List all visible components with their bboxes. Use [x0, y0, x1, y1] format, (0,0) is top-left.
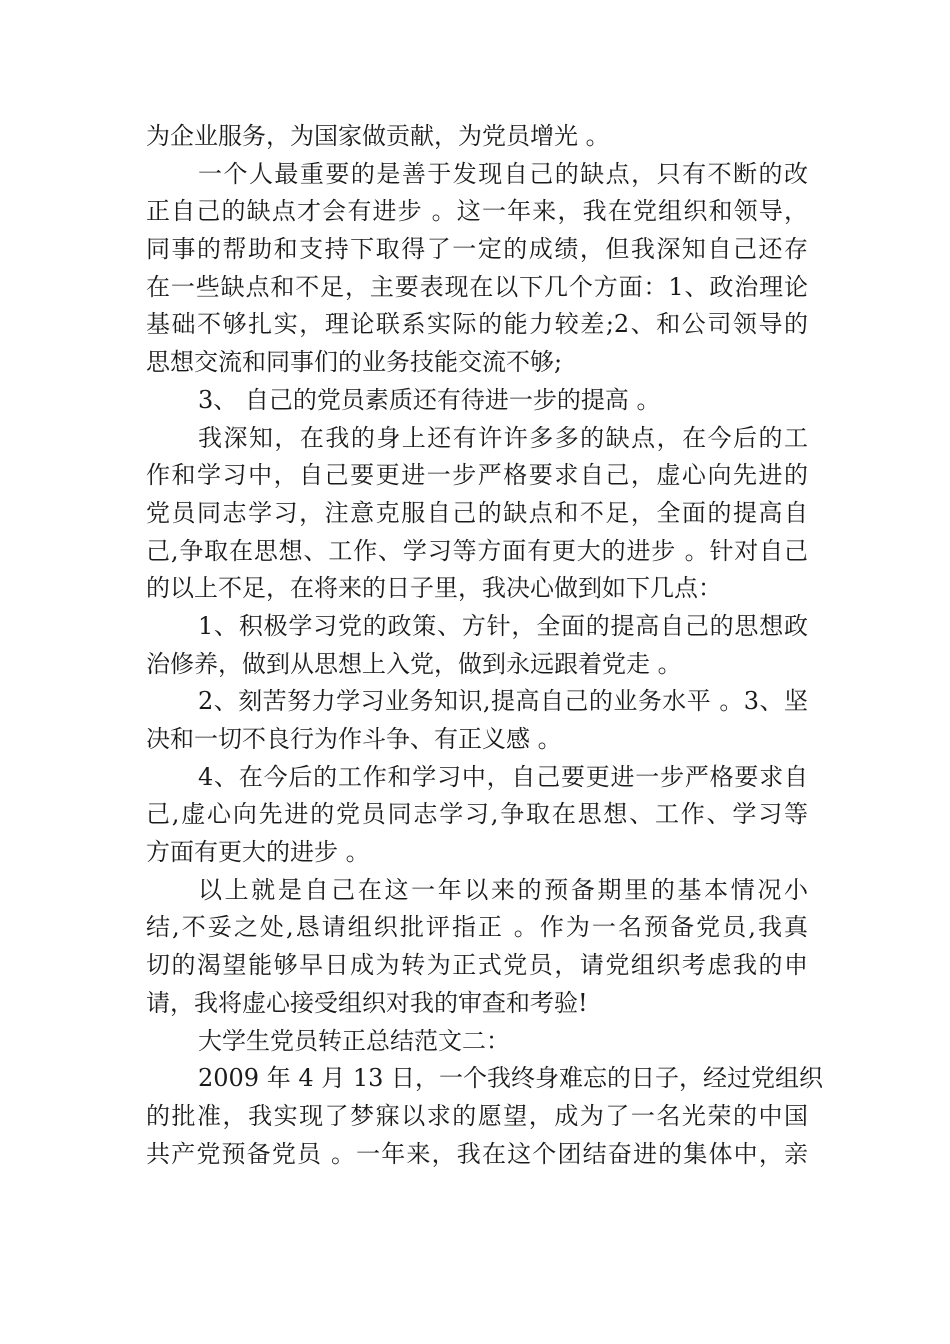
text-line: 作和学习中，自己要更进一步严格要求自己，虚心向先进的: [146, 461, 808, 490]
text-line: 3、 自己的党员素质还有待进一步的提高 。: [198, 385, 661, 414]
text-line: 为企业服务，为国家做贡献，为党员增光 。: [146, 122, 610, 150]
text-line: 治修养，做到从思想上入党，做到永远跟着党走 。: [146, 649, 682, 678]
text-line: 共产党预备党员 。一年来，我在这个团结奋进的集体中，亲: [146, 1139, 808, 1168]
text-line: 基础不够扎实，理论联系实际的能力较差;2、和公司领导的: [146, 310, 808, 339]
text-line: 的批准，我实现了梦寐以求的愿望，成为了一名光荣的中国: [146, 1101, 808, 1130]
text-line: 己,虚心向先进的党员同志学习,争取在思想、工作、学习等: [146, 800, 808, 829]
text-line: 方面有更大的进步 。: [146, 838, 370, 867]
text-line: 决和一切不良行为作斗争、有正义感 。: [146, 725, 562, 753]
text-line: 党员同志学习，注意克服自己的缺点和不足，全面的提高自: [146, 498, 808, 527]
text-line: 同事的帮助和支持下取得了一定的成绩，但我深知自己还存: [146, 235, 808, 264]
text-line: 己,争取在思想、工作、学习等方面有更大的进步 。针对自己: [146, 536, 808, 565]
text-line: 的以上不足，在将来的日子里，我决心做到如下几点：: [146, 574, 722, 603]
text-line: 2、刻苦努力学习业务知识,提高自己的业务水平 。3、坚: [198, 687, 808, 716]
text-line: 4、在今后的工作和学习中，自己要更进一步严格要求自: [198, 762, 808, 791]
text-line: 思想交流和同事们的业务技能交流不够;: [146, 348, 563, 377]
text-line: 切的渴望能够早日成为转为正式党员，请党组织考虑我的申: [146, 951, 808, 980]
document-body: [146, 118, 824, 1173]
text-line: 以上就是自己在这一年以来的预备期里的基本情况小: [198, 875, 808, 904]
text-line: 一个人最重要的是善于发现自己的缺点，只有不断的改: [198, 159, 808, 188]
text-line: 1、积极学习党的政策、方针，全面的提高自己的思想政: [198, 611, 808, 640]
text-line: 结,不妥之处,恳请组织批评指正 。作为一名预备党员,我真: [146, 913, 808, 942]
text-line: 请，我将虚心接受组织对我的审查和考验!: [146, 988, 588, 1017]
text-line: 在一些缺点和不足，主要表现在以下几个方面：1、政治理论: [146, 272, 808, 301]
text-line: 正自己的缺点才会有进步 。这一年来，我在党组织和领导，: [146, 197, 808, 226]
text-line: 我深知，在我的身上还有许许多多的缺点，在今后的工: [198, 423, 808, 452]
text-line: 2009 年 4 月 13 日，一个我终身难忘的日子，经过党组织: [198, 1064, 824, 1093]
section-heading: 大学生党员转正总结范文二：: [198, 1026, 510, 1055]
